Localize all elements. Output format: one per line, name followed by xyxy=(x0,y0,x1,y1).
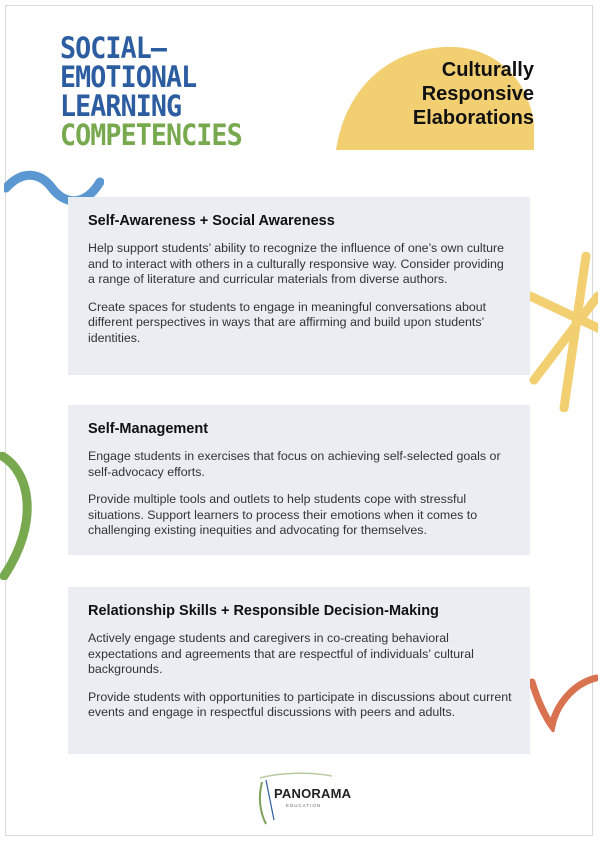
section-card-self-awareness xyxy=(68,197,530,375)
orange-curve-decoration xyxy=(528,672,598,732)
title-line-2: EMOTIONAL xyxy=(60,60,197,94)
section-card-relationship-skills xyxy=(68,587,530,754)
hero-heading xyxy=(413,58,534,130)
section-paragraph: Provide multiple tools and outlets to help students cope with stressful situations. Support learners to process their emotions when it comes to challenging existing inequities and advocating for themselves. xyxy=(88,492,478,537)
section-heading: Relationship Skills + Responsible Decision-Making xyxy=(88,603,439,619)
title-line-3: LEARNING xyxy=(60,89,182,123)
section-paragraph: Engage students in exercises that focus on achieving self-selected goals or self-advocacy efforts. xyxy=(88,449,501,479)
section-paragraph: Provide students with opportunities to participate in discussions about current events and engage in respectful discussions with peers and adults. xyxy=(88,689,512,719)
hero-line-2: Responsive xyxy=(421,83,534,105)
yellow-starburst-decoration xyxy=(528,252,598,412)
section-card-self-management xyxy=(68,405,530,555)
section-paragraph: Help support students’ ability to recognize the influence of one’s own culture and to interact with others in a culturally responsive way. Consider providing a range of literature and curricular materials from diverse authors. xyxy=(88,241,505,286)
hero-line-1: Culturally xyxy=(441,59,534,81)
logo-name: PANORAMA xyxy=(274,786,352,801)
panorama-logo xyxy=(252,770,352,826)
section-paragraph: Actively engage students and caregivers in co-creating behavioral expectations and agreements that are respectful of individuals’ cultural backgrounds. xyxy=(88,631,474,676)
section-heading: Self-Awareness + Social Awareness xyxy=(88,213,335,229)
page-title xyxy=(60,31,242,152)
section-heading: Self-Management xyxy=(88,421,209,437)
title-line-4: COMPETENCIES xyxy=(60,118,242,152)
hero-line-3: Elaborations xyxy=(412,107,534,129)
green-arc-decoration xyxy=(0,452,44,580)
title-line-1: SOCIAL– xyxy=(60,31,167,65)
section-paragraph: Create spaces for students to engage in meaningful conversations about different perspectives in ways that are affirming and build upon students’ identities. xyxy=(88,299,487,345)
logo-subtitle: EDUCATION xyxy=(286,803,322,808)
